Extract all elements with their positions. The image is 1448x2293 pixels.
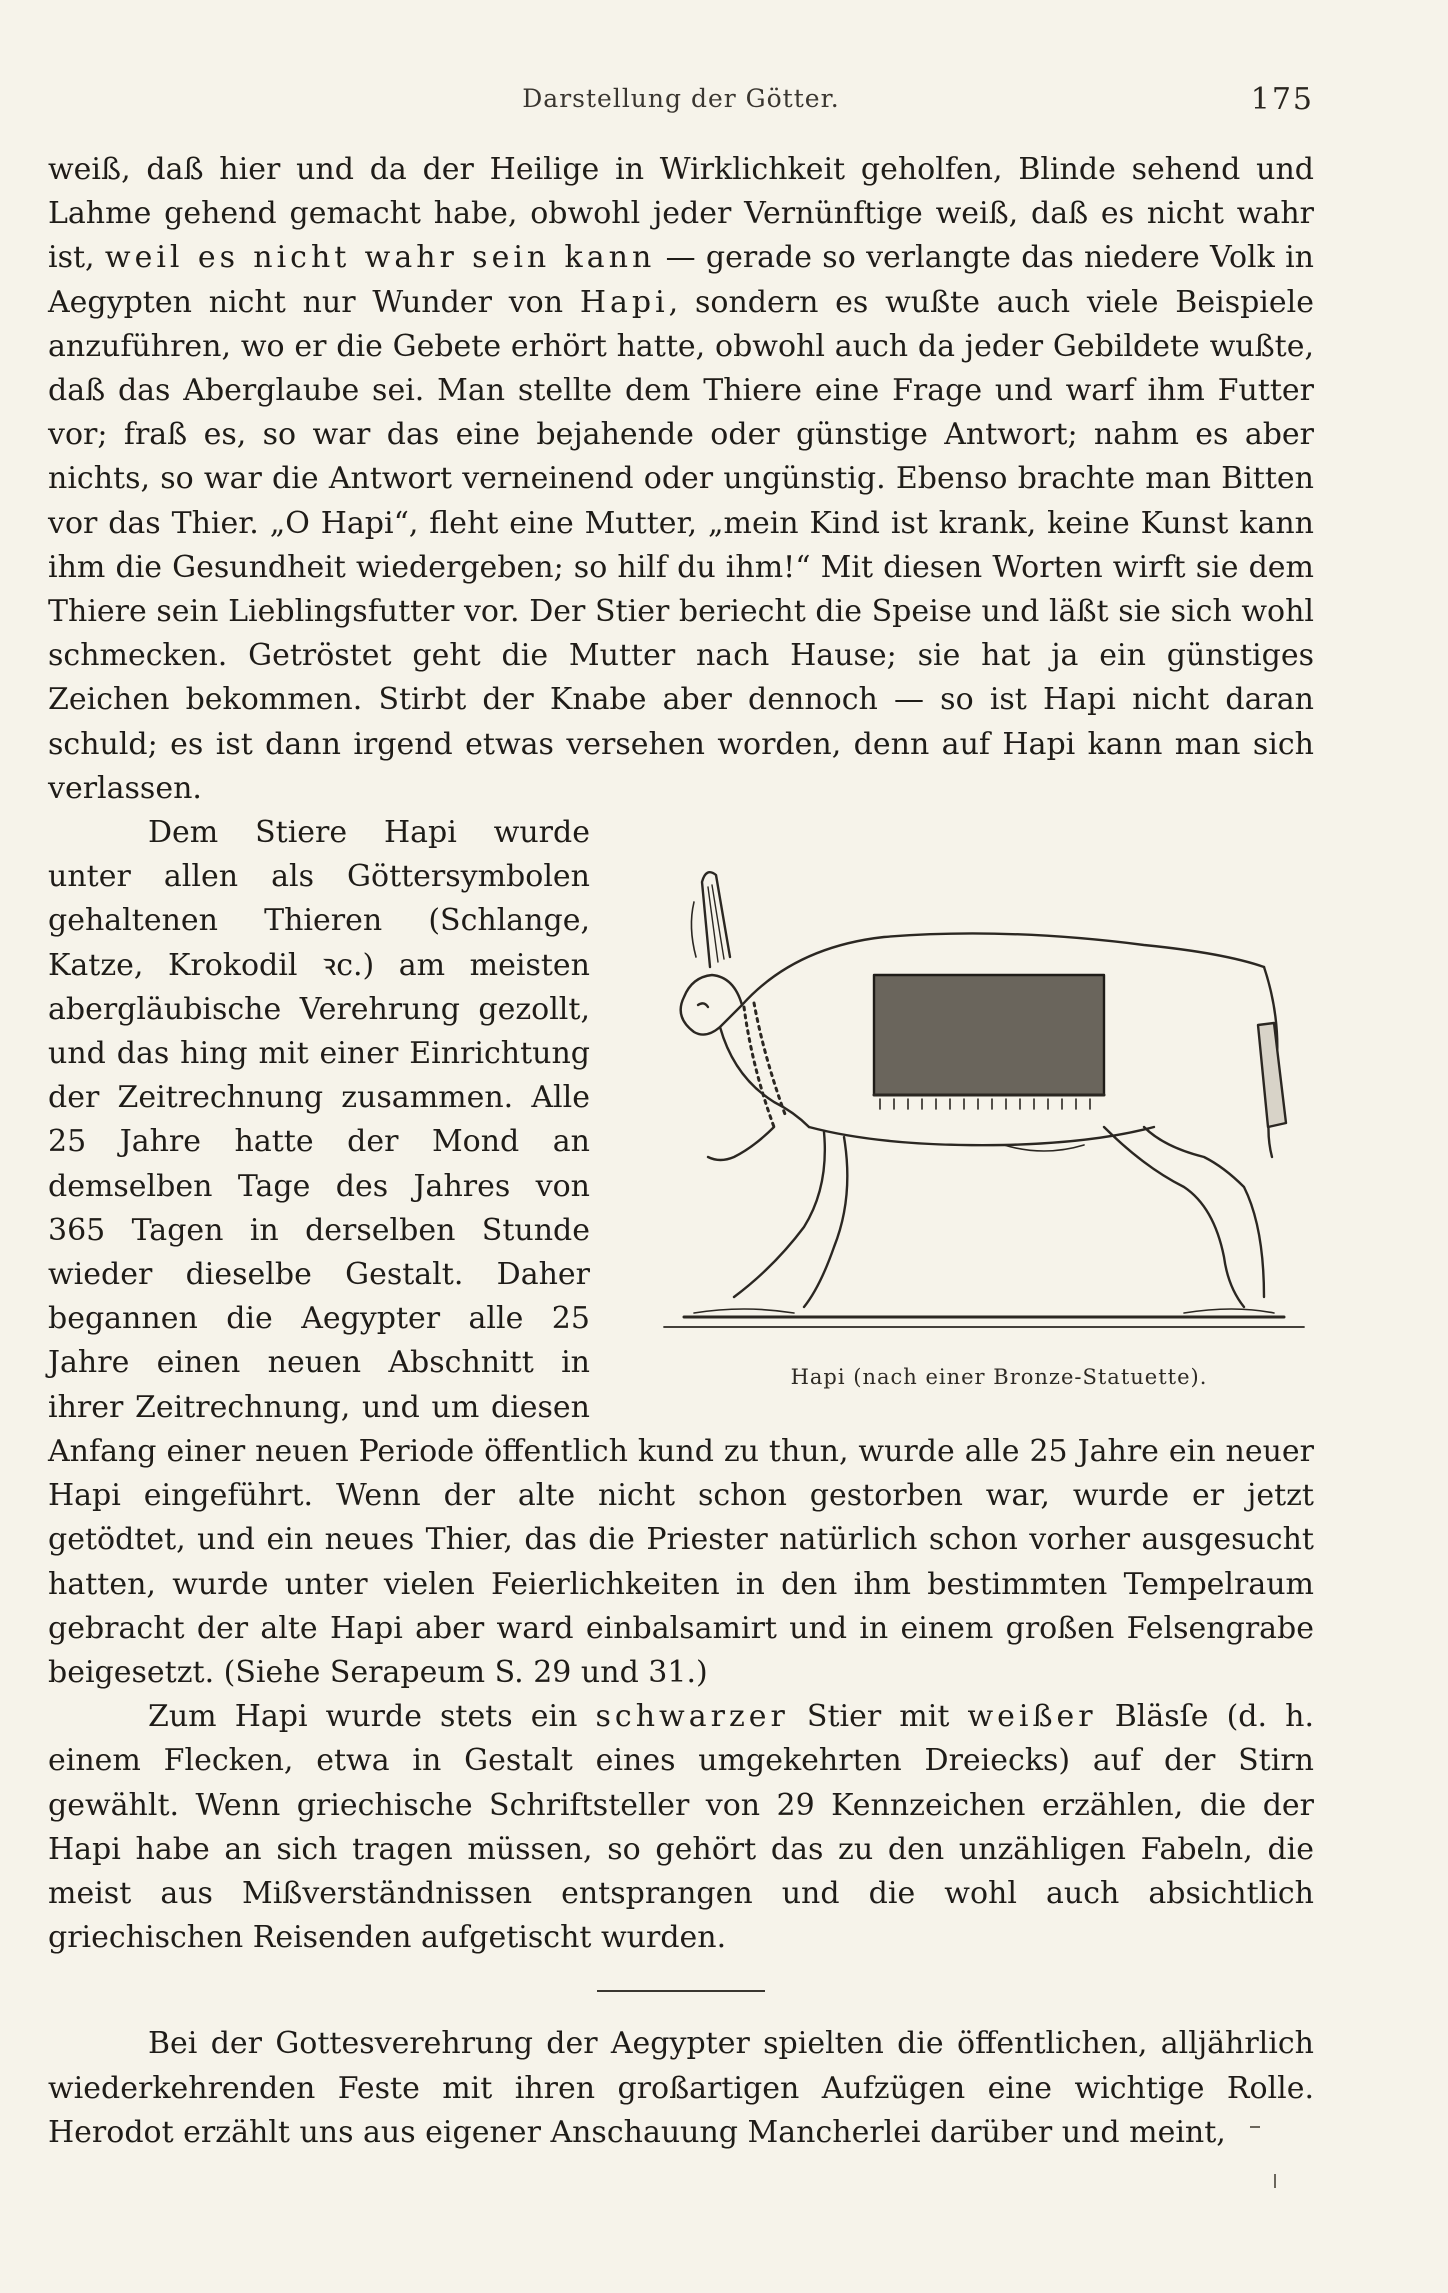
paragraph-4: Bei der Gottesverehrung der Aegypter spielten die öffentlichen, alljährlich wiederkehrenden Feste mit ihren großartigen Aufzügen eine wichtige Rolle. Herodot erzählt uns aus eigener Anschauung Mancherlei darüber und meint, — [48, 2026, 1314, 2150]
page-number: 175 — [1250, 82, 1314, 117]
paragraph-3 — [48, 1695, 1314, 1960]
text-run: weiß, daß hier und da der Heilige in Wirklichkeit geholfen, Blinde sehend und Lahme gehend gemacht habe, obwohl jeder Vernünftige weiß, daß es nicht wahr ist, — [48, 152, 1314, 276]
running-title: Darstellung der Götter. — [522, 84, 840, 113]
text-run: Dem Stiere — [148, 815, 384, 851]
apis-bull-icon — [624, 827, 1314, 1347]
text-run: Hapi — [1002, 726, 1076, 762]
text-run: Hapi — [320, 505, 394, 541]
section-divider — [597, 1990, 765, 1992]
emphasis-run: weil es nicht wahr sein kann — [104, 240, 656, 276]
text-run: “, fleht eine Mutter, „mein Kind ist krank, keine Kunst kann ihm die Gesundheit wiedergeben; so hilf du ihm!“ Mit diesen Worten wirft sie dem Thiere sein Lieblingsfutter vor. Der Stier beriecht die Speise und läßt sie sich wohl schmecken. Getröstet geht die Mutter nach Hause; sie hat ja ein günstiges Zeichen bekommen. Stirbt der Knabe aber dennoch — so ist — [48, 505, 1314, 718]
emphasis-run: Hapi — [579, 284, 669, 320]
text-run: — gerade so verlangte das niedere Volk in Aegypten nicht nur Wunder von — [48, 240, 1314, 320]
print-speck — [1274, 2174, 1276, 2188]
text-run: Hapi — [1043, 682, 1116, 718]
text-run: Hapi — [329, 1610, 403, 1646]
text-run: aber ward einbalsamirt und in einem großen Felsengrabe beigesetzt. (Siehe Serapeum S. 29 und 31.) — [48, 1610, 1315, 1690]
page-body — [48, 148, 1314, 2155]
print-speck — [1250, 2126, 1260, 2128]
text-run: wurde unter allen als Göttersymbolen gehaltenen Thieren (Schlange, Katze, Krokodil ꝛc.) am meisten abergläubische Verehrung gezollt, und das hing mit einer Einrichtung der Zeitrechnung zusammen. Alle 25 Jahre hatte der Mond an demselben Tage des Jahres von 365 Tagen in derselben Stunde wieder dieselbe Gestalt. Daher begannen die Aegypter alle 25 Jahre einen neuen Abschnitt in ihrer Zeitrechnung, und um diesen Anfang einer neuen Periode öffentlich kund zu thun, wurde alle 25 Jahre ein neuer — [48, 815, 1314, 1469]
text-run: wurde stets ein — [307, 1699, 596, 1735]
text-run: Bläsſe (d. h. einem Flecken, etwa in Gestalt eines umgekehrten Dreiecks) auf der Stirn gewählt. Wenn griechische Schriftsteller von 29 Kennzeichen erzählen, die der — [48, 1699, 1314, 1823]
text-run: Stier mit — [788, 1699, 968, 1735]
emphasis-run: weißer — [967, 1699, 1097, 1735]
text-run: , sondern es wußte auch viele Beispiele anzuführen, wo er die Gebete erhört hatte, obwohl auch da jeder Gebildete wußte, daß das Aberglaube sei. Man stellte dem Thiere eine Frage und warf ihm Futter vor; fraß es, so war das eine bejahende oder günstige Antwort; nahm es aber nichts, so war die Antwort verneinend oder ungünstig. Ebenso brachte man Bitten vor das Thier. „O — [48, 284, 1314, 541]
emphasis-run: schwarzer — [595, 1699, 789, 1735]
text-run: Hapi — [48, 1831, 121, 1867]
figure-caption: Hapi (nach einer Bronze-Statuette). — [790, 1365, 1208, 1390]
text-run: eingeführt. Wenn der alte nicht schon gestorben war, wurde er jetzt getödtet, und ein neues Thier, das die Priester natürlich schon vorher ausgesucht hatten, wurde unter vielen Feierlichkeiten in den ihm bestimmten Tempelraum gebracht der alte — [48, 1478, 1314, 1646]
text-run: kann man sich verlassen. — [48, 726, 1314, 806]
paragraph-1 — [48, 148, 1314, 811]
text-run: nicht daran schuld; es ist dann irgend etwas versehen worden, denn auf — [48, 682, 1314, 762]
page-header — [48, 84, 1314, 124]
text-run: Hapi — [48, 1478, 121, 1514]
text-run: Zum — [148, 1699, 235, 1735]
text-run: habe an sich tragen müssen, so gehört das zu den unzähligen Fabeln, die meist aus Mißverständnissen entsprangen und die wohl auch absichtlich griechischen Reisenden aufgetischt wurden. — [48, 1831, 1314, 1956]
text-run: Hapi — [234, 1699, 308, 1735]
text-run: Hapi — [383, 815, 457, 851]
figure-hapi — [624, 827, 1314, 1397]
